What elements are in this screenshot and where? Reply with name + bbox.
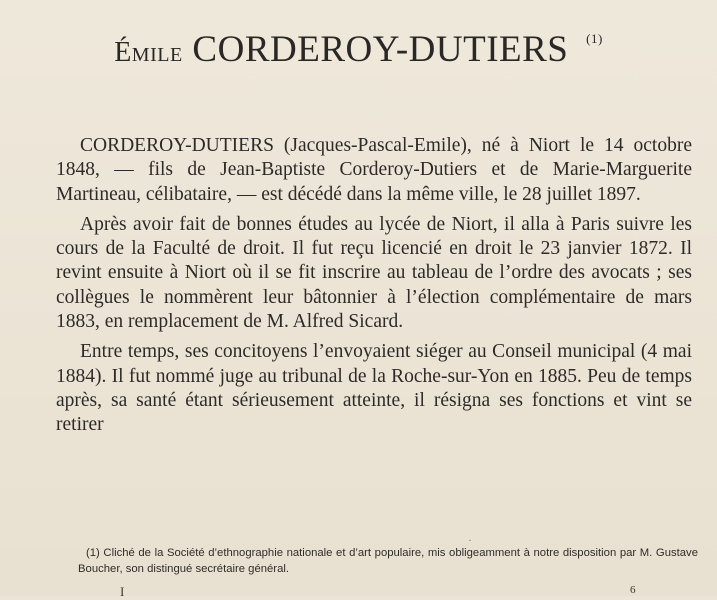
signature-mark-right: 6 xyxy=(630,584,636,596)
title-first-name: Émile xyxy=(114,37,183,68)
body-text xyxy=(56,134,692,444)
page-title xyxy=(0,28,717,71)
paragraph-3: Entre temps, ses concitoyens l’envoyaient siéger au Conseil municipal (4 mai 1884). Il fut nommé juge au tribunal de la Roche-sur-Yon en 1885. Peu de temps après, sa santé étant sérieusement atteinte, il résigna ses fonctions et vint se retirer xyxy=(56,341,692,436)
paragraph-1: CORDEROY-DUTIERS (Jacques-Pascal-Emile), né à Niort le 14 octobre 1848, — fils de Jean-Baptiste Corderoy-Dutiers et de Marie-Marguerite Martineau, célibataire, — est décédé dans la même ville, le 28 juillet 1897. xyxy=(56,135,692,205)
title-surname: CORDEROY-DUTIERS xyxy=(192,29,569,70)
signature-mark-left: I xyxy=(120,584,125,599)
decorative-dot: · xyxy=(468,533,472,547)
title-footnote-ref: (1) xyxy=(586,31,603,46)
paragraph-2: Après avoir fait de bonnes études au lycée de Niort, il alla à Paris suivre les cours de la Faculté de droit. Il fut reçu licencié en droit le 23 janvier 1872. Il revint ensuite à Niort où il se fit inscrire au tableau de l’ordre des avocats ; ses collègues le nommèrent leur bâtonnier à l’élection complémentaire de mars 1883, en remplacement de M. Alfred Sicard. xyxy=(56,213,692,333)
footnote: (1) Cliché de la Société d’ethnographie nationale et d’art populaire, mis obligeamment à notre disposition par M. Gustave Boucher, son distingué secrétaire général. xyxy=(78,547,698,575)
